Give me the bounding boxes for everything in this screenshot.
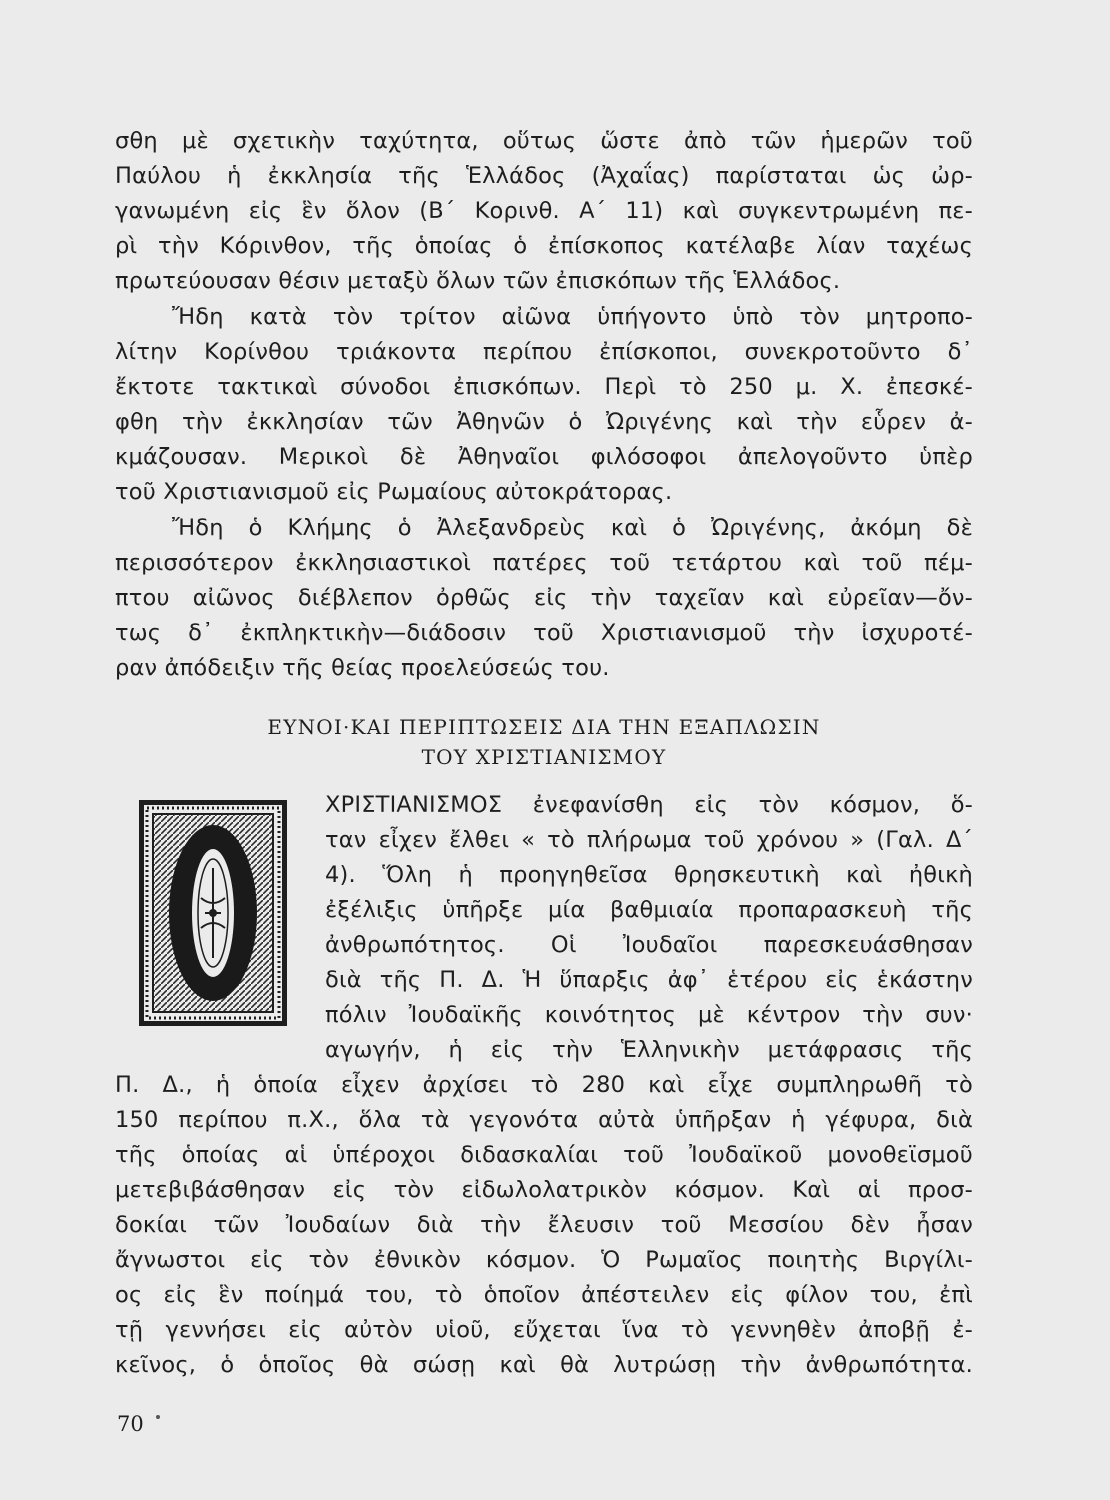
text-line: ρὶ τὴν Κόρινθον, τῆς ὁποίας ὁ ἐπίσκοπος κατέλαβε λίαν ταχέως [115, 233, 973, 259]
text-line: ἄγνωστοι εἰς τὸν ἐθνικὸν κόσμον. Ὁ Ρωμαῖος ποιητὴς Βιργίλι- [115, 1247, 973, 1273]
text-line: ἐξέλιξις ὑπῆρξε μία βαθμιαία προπαρασκευὴ τῆς [325, 897, 973, 923]
text-line: τῇ γεννήσει εἰς αὐτὸν υἱοῦ, εὔχεται ἵνα τὸ γεννηθὲν ἀποβῇ ἐ- [115, 1317, 973, 1343]
text-line: Π. Δ., ἡ ὁποία εἶχεν ἀρχίσει τὸ 280 καὶ εἶχε συμπληρωθῆ τὸ [115, 1072, 973, 1098]
text-line: κμάζουσαν. Μερικοὶ δὲ Ἀθηναῖοι φιλόσοφοι ἀπελογοῦντο ὑπὲρ [115, 444, 973, 470]
text-line: πτου αἰῶνος διέβλεπον ὀρθῶς εἰς τὴν ταχεῖαν καὶ εὐρεῖαν—ὄν- [115, 585, 973, 611]
decorative-dropcap [137, 798, 289, 1028]
text-line: διὰ τῆς Π. Δ. Ἡ ὕπαρξις ἀφ᾽ ἑτέρου εἰς ἑκάστην [325, 967, 973, 993]
text-line: λίτην Κορίνθου τριάκοντα περίπου ἐπίσκοποι, συνεκροτοῦντο δ᾽ [115, 339, 973, 365]
page-number: 70 [117, 1412, 144, 1436]
section-heading: ΕΥΝΟΙ·ΚΑΙ ΠΕΡΙΠΤΩΣΕΙΣ ΔΙΑ ΤΗΝ ΕΞΑΠΛΩΣΙΝ [267, 715, 821, 739]
text-line: φθη τὴν ἐκκλησίαν τῶν Ἀθηνῶν ὁ Ὠριγένης καὶ τὴν εὗρεν ἀ- [115, 409, 973, 435]
text-line: ἔκτοτε τακτικαὶ σύνοδοι ἐπισκόπων. Περὶ τὸ 250 μ. Χ. ἐπεσκέ- [115, 374, 973, 400]
text-line: πόλιν Ἰουδαϊκῆς κοινότητος μὲ κέντρον τὴν συν· [325, 1002, 973, 1028]
text-line: ραν ἀπόδειξιν τῆς θείας προελεύσεώς του. [115, 655, 610, 681]
text-line: μετεβιβάσθησαν εἰς τὸν εἰδωλολατρικὸν κόσμον. Καὶ αἱ προσ- [115, 1177, 973, 1203]
text-line: δοκίαι τῶν Ἰουδαίων διὰ τὴν ἔλευσιν τοῦ Μεσσίου δὲν ἦσαν [115, 1212, 973, 1238]
text-line: γανωμένη εἰς ἓν ὅλον (Β΄ Κορινθ. Α΄ 11) καὶ συγκεντρωμένη πε- [115, 198, 973, 224]
text-line: ἀνθρωπότητος. Οἱ Ἰουδαῖοι παρεσκευάσθησαν [325, 932, 973, 958]
text-line: 4). Ὅλη ἡ προηγηθεῖσα θρησκευτικὴ καὶ ἠθικὴ [325, 862, 973, 888]
text-line: Ἤδη ὁ Κλήμης ὁ Ἀλεξανδρεὺς καὶ ὁ Ὠριγένης, ἀκόμη δὲ [172, 515, 973, 541]
text-line: σθη μὲ σχετικὴν ταχύτητα, οὕτως ὥστε ἀπὸ τῶν ἡμερῶν τοῦ [115, 128, 973, 154]
text-line: Ἤδη κατὰ τὸν τρίτον αἰῶνα ὑπήγοντο ὑπὸ τὸν μητροπο- [172, 304, 973, 330]
text-line: ταν εἶχεν ἔλθει « τὸ πλήρωμα τοῦ χρόνου » (Γαλ. Δ΄ [325, 827, 973, 853]
text-line: τως δ᾽ ἐκπληκτικὴν—διάδοσιν τοῦ Χριστιανισμοῦ τὴν ἰσχυροτέ- [115, 620, 973, 646]
ink-speck [156, 1415, 160, 1419]
text-line: τῆς ὁποίας αἱ ὑπέροχοι διδασκαλίαι τοῦ Ἰουδαϊκοῦ μονοθεϊσμοῦ [115, 1142, 973, 1168]
text-line: περισσότερον ἐκκλησιαστικοὶ πατέρες τοῦ τετάρτου καὶ τοῦ πέμ- [115, 550, 973, 576]
text-line: πρωτεύουσαν θέσιν μεταξὺ ὅλων τῶν ἐπισκόπων τῆς Ἑλλάδος. [115, 268, 841, 294]
section-heading: ΤΟΥ ΧΡΙΣΤΙΑΝΙΣΜΟΥ [421, 745, 667, 769]
text-line: αγωγήν, ἡ εἰς τὴν Ἑλληνικὴν μετάφρασις τῆς [325, 1037, 973, 1063]
text-line: ΧΡΙΣΤΙΑΝΙΣΜΟΣ ἐνεφανίσθη εἰς τὸν κόσμον, ὅ- [325, 792, 973, 818]
text-line: τοῦ Χριστιανισμοῦ εἰς Ρωμαίους αὐτοκράτορας. [115, 479, 673, 505]
text-line: 150 περίπου π.Χ., ὅλα τὰ γεγονότα αὐτὰ ὑπῆρξαν ἡ γέφυρα, διὰ [115, 1107, 973, 1133]
text-line: Παύλου ἡ ἐκκλησία τῆς Ἑλλάδος (Ἀχαΐας) παρίσταται ὡς ὠρ- [115, 163, 973, 189]
text-line: κεῖνος, ὁ ὁποῖος θὰ σώσῃ καὶ θὰ λυτρώσῃ τὴν ἀνθρωπότητα. [115, 1352, 973, 1378]
text-line: ος εἰς ἓν ποίημά του, τὸ ὁποῖον ἀπέστειλεν εἰς φίλον του, ἐπὶ [115, 1282, 973, 1308]
